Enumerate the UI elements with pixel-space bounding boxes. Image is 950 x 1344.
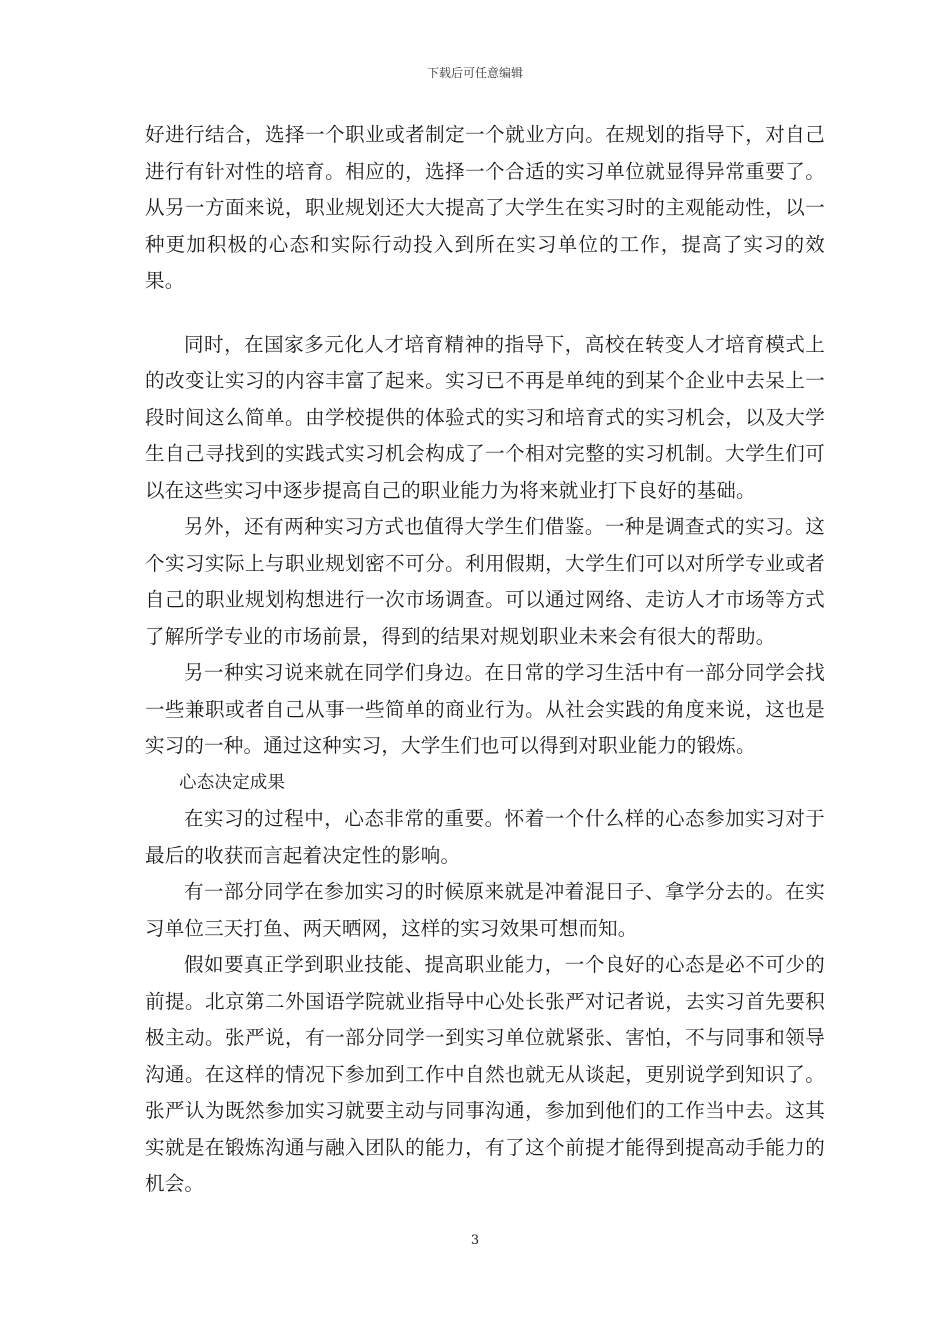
document-body (145, 117, 825, 1203)
paragraph: 有一部分同学在参加实习的时候原来就是冲着混日子、拿学分去的。在实习单位三天打鱼、两天晒网，这样的实习效果可想而知。 (145, 880, 825, 940)
paragraph: 另外，还有两种实习方式也值得大学生们借鉴。一种是调查式的实习。这个实习实际上与职业规划密不可分。利用假期，大学生们可以对所学专业或者自己的职业规划构想进行一次市场调查。可以通过网络、走访人才市场等方式了解所学专业的市场前景，得到的结果对规划职业未来会有很大的帮助。 (145, 515, 825, 648)
paragraph: 在实习的过程中，心态非常的重要。怀着一个什么样的心态参加实习对于最后的收获而言起着决定性的影响。 (145, 807, 825, 867)
page-number: 3 (470, 1233, 480, 1248)
paragraph-continuation: 好进行结合，选择一个职业或者制定一个就业方向。在规划的指导下，对自己进行有针对性的培育。相应的，选择一个合适的实习单位就显得异常重要了。从另一方面来说，职业规划还大大提高了大学生在实习时的主观能动性，以一种更加积极的心态和实际行动投入到所在实习单位的工作，提高了实习的效果。 (145, 123, 825, 292)
paragraph: 假如要真正学到职业技能、提高职业能力，一个良好的心态是必不可少的前提。北京第二外国语学院就业指导中心处长张严对记者说，去实习首先要积极主动。张严说，有一部分同学一到实习单位就紧张、害怕，不与同事和领导沟通。在这样的情况下参加到工作中自然也就无从谈起，更别说学到知识了。张严认为既然参加实习就要主动与同事沟通，参加到他们的工作当中去。这其实就是在锻炼沟通与融入团队的能力，有了这个前提才能得到提高动手能力的机会。 (145, 953, 825, 1195)
paragraph: 同时，在国家多元化人才培育精神的指导下，高校在转变人才培育模式上的改变让实习的内容丰富了起来。实习已不再是单纯的到某个企业中去呆上一段时间这么简单。由学校提供的体验式的实习和培育式的实习机会，以及大学生自己寻找到的实践式实习机会构成了一个相对完整的实习机制。大学生们可以在这些实习中逐步提高自己的职业能力为将来就业打下良好的基础。 (145, 332, 825, 502)
section-heading: 心态决定成果 (179, 772, 286, 793)
page-header-note: 下载后可任意编辑 (426, 66, 523, 80)
paragraph: 另一种实习说来就在同学们身边。在日常的学习生活中有一部分同学会找一些兼职或者自己从事一些简单的商业行为。从社会实践的角度来说，这也是实习的一种。通过这种实习，大学生们也可以得到对职业能力的锻炼。 (145, 661, 825, 757)
